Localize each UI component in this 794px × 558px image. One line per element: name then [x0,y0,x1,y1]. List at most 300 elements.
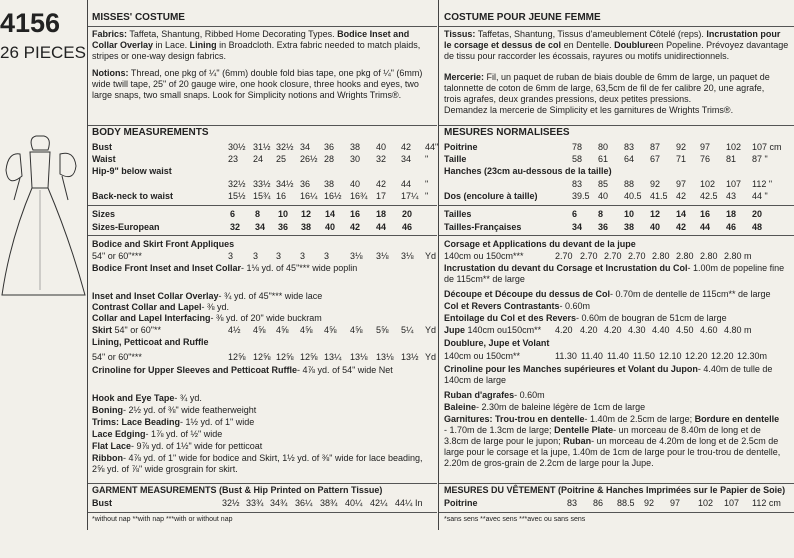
vet-poitrine-cell: 88.5 [617,498,635,508]
baleine-fr [444,402,645,413]
mercerie-line2: talonnette de coton de 6mm de large, 63,5cm de fil de fer calibre 20, une agrafe, [444,83,765,93]
tailles-fr-cell: 46 [726,222,737,232]
entoilage-rest: - 0.60m de bougran de 51cm de large [576,313,727,323]
hip-cell: 42 [376,179,387,189]
jupe-cell: 4.40 [652,325,670,335]
hook-tape-rest: - ¾ yd. [174,393,202,403]
sizes-eu-cell: 42 [350,222,361,232]
col-rest: - 0.60m [559,301,591,311]
tissus-line2-rest: en Popeline. Prévoyez davantage [653,40,789,50]
bust-cell: 38 [350,142,361,152]
hanches-cell: 107 [726,179,742,189]
sizes-eu-cell: 44 [376,222,387,232]
lining-cell: 12⅝ [253,352,271,362]
sizes-eu-cell: 32 [230,222,241,232]
fabrics-line2: in Lace. [155,40,188,50]
pieces-count: 26 PIECES [0,43,86,62]
title-rule-fr [439,26,794,27]
vetement-title: MESURES DU VÊTEMENT (Poitrine & Hanches Imprimées sur le Papier de Soie) [444,485,786,495]
waist-cell: 28 [324,154,335,164]
flat-lace-rest: - 9⅞ yd. of 1½" wide for petticoat [131,441,263,451]
dos-cell: 42.5 [700,191,718,201]
front-inset-en [92,263,357,274]
corsage-cell: 2.80 [700,251,718,261]
garnitures-label: Garnitures: Trou-trou en dentelle [444,414,585,424]
hanches-cell: 85 [598,179,609,189]
lace-edging-label: Lace Edging [92,429,146,439]
vet-poitrine-cell: 83 [567,498,578,508]
bust-cell: 40 [376,142,387,152]
garment-bust-label: Bust [92,498,112,508]
ruban-agrafes-label: Ruban d'agrafes [444,390,515,400]
incrust-fr [444,263,784,285]
fabrics-en [92,29,420,62]
vetement-rule-top-fr [439,483,794,484]
tailles-cell: 16 [700,209,711,219]
bodice-skirt-cell: 3⅛ [401,251,414,261]
taille-cell: 71 [676,154,687,164]
bust-cell: 32½ [276,142,294,152]
bodice-skirt-cell: 3 [253,251,259,261]
poitrine-cell: 87 [650,142,661,152]
bust-cell: 31½ [253,142,271,152]
corsage-cell: 2.80 [676,251,694,261]
taille-cell: 87 " [752,154,768,164]
notions-line3: large snaps, two small snaps. Look for Simplicity notions and Wrights Trims®. [92,90,402,100]
back-cell: 16¾ [350,191,368,201]
taille-cell: 64 [624,154,635,164]
jupe-cell: 4.20 [555,325,573,335]
mercerie-fr [444,72,770,116]
doublure-cell: 11.40 [607,351,629,361]
garment-bust-cell: 32½ [222,498,240,508]
dos-cell: 43 [726,191,737,201]
boning-rest: - 2½ yd. of ⅜" wide featherweight [123,405,257,415]
contrast-label: Contrast Collar and Lapel [92,302,202,312]
tailles-fr-cell: 34 [572,222,583,232]
baleine-label: Baleine [444,402,477,412]
back-cell: 17¼ [401,191,419,201]
sizes-eu-cell: 36 [278,222,289,232]
garn-line2: - 1.70m de 1.3cm de large; [444,425,552,435]
front-inset-rest: - 1⅛ yd. of 45"*** wide poplin [241,263,358,273]
boning-en [92,405,256,416]
inset-overlay-en [92,291,322,302]
crinoline-fr [444,364,772,386]
waist-cell: 32 [376,154,387,164]
col-label: Col et Revers Contrastants [444,301,560,311]
skirt-width: 54" or 60"** [114,325,161,335]
jupe-cell: 4.20 [580,325,598,335]
bordure-label: Bordure en dentelle [694,414,780,424]
lining-cell: 13⅛ [350,352,368,362]
hook-tape-label: Hook and Eye Tape [92,393,175,403]
ruban-agrafes-rest: - 0.60m [514,390,545,400]
lining-cell: 13½ [401,352,419,362]
doublure-cell: 12.20 [711,351,734,361]
sizes-cell: 10 [278,209,289,219]
ruban-label: Ruban [563,436,592,446]
decoupe-rest: - 0.70m de dentelle de 115cm** de large [610,289,771,299]
trims-beading-rest: - 1½ yd. of 1" wide [180,417,255,427]
interfacing-label: Collar and Lapel Interfacing [92,313,211,323]
back-cell: 16¼ [300,191,318,201]
bodice-skirt-cell: 3 [228,251,234,261]
incrust-line2: de 115cm** de large [444,274,525,284]
corsage-label: Corsage et Applications du devant de la jupe [444,239,636,249]
waist-cell: 25 [276,154,287,164]
fabrics-lining: Lining [189,40,217,50]
garment-bust-cell: 40¼ [345,498,363,508]
tailles-cell: 12 [650,209,661,219]
boning-label: Boning [92,405,123,415]
lining-cell: 12⅝ [300,352,318,362]
tissus-corsage: le corsage et dessus de col [444,40,562,50]
bust-cell: 44" [425,142,439,152]
bodice-skirt-width: 54" or 60"*** [92,251,142,261]
garn-line3-rest: - un morceau de 4.20m de long et de 2.5cm de [591,436,779,446]
taille-cell: 58 [572,154,583,164]
garment-bust-cell: 38¾ [320,498,338,508]
bodice-skirt-cell: 3⅛ [350,251,363,261]
doublure-cell: 11.50 [633,351,655,361]
poitrine-cell: 80 [598,142,609,152]
garment-title: GARMENT MEASUREMENTS (Bust & Hip Printed on Pattern Tissue) [92,485,383,495]
contrast-rest: - ⅜ yd. [201,302,230,312]
hip-cell: 38 [324,179,335,189]
bodice-skirt-cell: 3 [300,251,306,261]
poitrine-cell: 92 [676,142,687,152]
bodice-skirt-cell: 3 [324,251,330,261]
hanches-cell: 88 [624,179,635,189]
corsage-cell: 2.80 m [724,251,752,261]
dos-cell: 44 " [752,191,768,201]
title-rule-en [88,26,437,27]
corsage-cell: 2.70 [580,251,598,261]
sizes-cell: 6 [230,209,236,219]
incrust-label: Incrustation du devant du Corsage et Incrustation du Col [444,263,688,273]
mercerie-line4: Demandez la mercerie de Simplicity et les garnitures de Wrights Trims®. [444,105,734,115]
waist-cell: 26½ [300,154,318,164]
body-rule-en [88,125,437,126]
dos-cell: 41.5 [650,191,668,201]
sizes-cell: 20 [402,209,413,219]
sizes-cell: 16 [350,209,361,219]
vet-poitrine-cell: 86 [593,498,604,508]
sizes-eu-cell: 34 [255,222,266,232]
vet-poitrine-cell: 97 [670,498,681,508]
corsage-cell: 2.70 [555,251,573,261]
sizes-eu-cell: 40 [325,222,336,232]
interfacing-rest: - ⅜ yd. of 20" wide buckram [210,313,322,323]
taille-cell: 81 [726,154,737,164]
vet-poitrine-cell: 102 [698,498,714,508]
bust-cell: 42 [401,142,412,152]
tailles-cell: 6 [572,209,578,219]
interfacing-en [92,313,322,324]
mercerie-label: Mercerie: [444,72,485,82]
tailles-fr-cell: 42 [676,222,687,232]
garn-line2-rest: - un morceau de 8.40m de long et de [613,425,761,435]
vet-poitrine-cell: 92 [644,498,655,508]
doublure-cell: 11.30 [555,351,577,361]
tailles-fr-cell: 36 [598,222,609,232]
jupe-width: 140cm ou150cm** [467,325,542,335]
sizes-rule-en [88,205,437,206]
doublure-width: 140cm ou 150cm** [444,351,521,361]
waist-cell: " [425,154,429,164]
fabrics-line1: Taffeta, Shantung, Ribbed Home Decorating Types. [129,29,335,39]
mesures-title: MESURES NORMALISEES [444,127,570,138]
garn-line3: 3.8cm de large pour le jupon; [444,436,561,446]
tailles-cell: 18 [726,209,737,219]
poitrine-cell: 97 [700,142,711,152]
waist-label: Waist [92,154,116,164]
skirt-cell: Yd [425,325,437,335]
ribbon-rest: - 4⅞ yd. of 1" wide for bodice and Skirt, 1½ yd. of ⅜" wide for lace beading, [123,453,423,463]
doublure-cell: 12.10 [659,351,682,361]
dress-illustration [0,130,95,310]
dos-cell: 39.5 [572,191,590,201]
tailles-cell: 14 [676,209,687,219]
skirt-cell: 4½ [228,325,241,335]
bust-cell: 30½ [228,142,246,152]
hip-label: Hip-9" below waist [92,166,172,176]
hip-cell: 36 [300,179,311,189]
sizes-cell: 18 [376,209,387,219]
hip-cell: " [425,179,429,189]
garment-rule-bottom-en [88,512,437,513]
garnitures-rest: - 1.40m de 2.5cm de large; [584,414,693,424]
vetement-rule-bottom-fr [439,512,794,513]
poitrine-cell: 83 [624,142,635,152]
jupe-cell: 4.50 [676,325,694,335]
skirt-cell: 4⅝ [350,325,363,335]
mesures-rule-fr [439,125,794,126]
crinoline-rest: - 4⅞ yd. of 54" wide Net [297,365,393,375]
hip-cell: 33½ [253,179,271,189]
jupe-cell: 4.20 [604,325,622,335]
back-label: Back-neck to waist [92,191,174,201]
tailles-fr-cell: 38 [624,222,635,232]
vet-poitrine-label: Poitrine [444,498,478,508]
left-border [87,0,88,530]
decoupe-fr [444,289,770,300]
tailles-cell: 10 [624,209,635,219]
fabrics-line3: stripes or one-way design fabrics. [92,51,227,61]
sizes-cell: 12 [301,209,312,219]
poitrine-cell: 107 cm [752,142,782,152]
tailles-fr-label: Tailles-Françaises [444,222,522,232]
hook-tape-en [92,393,202,404]
bust-label: Bust [92,142,112,152]
tissus-line3: de tissu pour raccorder les écossais, rayures ou motifs unidirectionnels. [444,51,730,61]
bodice-skirt-cell: 3⅛ [376,251,389,261]
sizes-eu-cell: 38 [301,222,312,232]
fabrics-collar: Collar Overlay [92,40,154,50]
fabrics-label: Fabrics: [92,29,128,39]
ribbon-label: Ribbon [92,453,123,463]
tissus-label: Tissus: [444,29,476,39]
jupe-cell: 4.80 m [724,325,752,335]
ribbon-line2: 2⅝ yd. of ⅞" wide grosgrain for skirt. [92,464,238,474]
lining-label: Lining, Petticoat and Ruffle [92,337,209,347]
notions-en [92,68,422,101]
col-fr [444,301,590,312]
dos-label: Dos (encolure à taille) [444,191,538,201]
tailles-fr-cell: 44 [700,222,711,232]
entoilage-label: Entoilage du Col et des Revers [444,313,577,323]
mercerie-line1: Fil, un paquet de ruban de biais double de 6mm de large, un paquet de [486,72,770,82]
bodice-skirt-cell: Yd [425,251,437,261]
bodice-skirt-label: Bodice and Skirt Front Appliques [92,239,235,249]
waist-cell: 30 [350,154,361,164]
notions-line2: wide twill tape, 25" of 20 gauge wire, one hook closure, three hooks and eyes, two [92,79,419,89]
jupe-fr [444,325,541,336]
garment-bust-cell: 44¼ In [395,498,423,508]
dos-cell: 42 [676,191,687,201]
hanches-cell: 97 [676,179,687,189]
poitrine-cell: 78 [572,142,583,152]
lining-cell: 13⅛ [376,352,394,362]
back-cell: 16½ [324,191,342,201]
tailles-fr-cell: 40 [650,222,661,232]
back-cell: 15¾ [253,191,271,201]
skirt-cell: 5⅝ [376,325,389,335]
notions-line1: Thread, one pkg of ¼" (6mm) double fold bias tape, one pkg of ¼" (6mm) [130,68,423,78]
footnote-fr: *sans sens **avec sens ***avec ou sans sens [444,516,586,523]
lining-cell: Yd [425,352,437,362]
decoupe-label: Découpe et Découpe du dessus de Col [444,289,611,299]
yardage-rule-en [88,235,437,236]
back-cell: " [425,191,429,201]
lining-cell: 12⅝ [228,352,246,362]
notions-label: Notions: [92,68,129,78]
taille-label: Taille [444,154,467,164]
corsage-width: 140cm ou 150cm*** [444,251,524,261]
skirt-cell: 4⅝ [253,325,266,335]
tissus-line2: en Dentelle. [563,40,612,50]
hip-cell: 44 [401,179,412,189]
tissus-doublure: Doublure [614,40,654,50]
dos-cell: 40 [598,191,609,201]
corsage-cell: 2.70 [604,251,622,261]
bodice-skirt-cell: 3 [276,251,282,261]
front-inset-label: Bodice Front Inset and Inset Collar [92,263,242,273]
vet-poitrine-cell: 112 cm [752,498,781,508]
hip-cell: 34½ [276,179,294,189]
lace-edging-en [92,429,222,440]
baleine-rest: - 2.30m de baleine légère de 1cm de large [476,402,646,412]
garn-line4: large pour le corsage et la jupe, 1.40m de 1cm de large pour le trou-trou de dentelle, [444,447,781,457]
sizes-cell: 8 [255,209,261,219]
back-cell: 17 [376,191,387,201]
hanches-cell: 83 [572,179,583,189]
crinoline-label: Crinoline for Upper Sleeves and Petticoat Ruffle [92,365,298,375]
bust-cell: 34 [300,142,311,152]
tailles-rule-fr [439,205,794,206]
doublure-cell: 11.40 [581,351,603,361]
doublure-cell: 12.20 [685,351,708,361]
skirt-cell: 4⅝ [276,325,289,335]
lining-cell: 12⅝ [276,352,294,362]
contrast-en [92,302,229,313]
pattern-number: 4156 [0,8,61,38]
tailles-label: Tailles [444,209,472,219]
inset-overlay-label: Inset and Inset Collar Overlay [92,291,219,301]
tailles-cell: 20 [752,209,763,219]
skirt-cell: 5¼ [401,325,414,335]
hanches-label: Hanches (23cm au-dessous de la taille) [444,166,612,176]
poitrine-cell: 102 [726,142,742,152]
tailles-fr-cell: 48 [752,222,763,232]
jupe-cell: 4.30 [628,325,646,335]
fabrics-line2-rest: in Broadcloth. Extra fabric needed to match plaids, [219,40,421,50]
garnitures-fr [444,414,780,469]
jupe-label: Jupe [444,325,466,335]
footnote-en: *without nap **with nap ***with or without nap [92,516,233,523]
crinoline-fr-line2: 140cm de large [444,375,507,385]
skirt-cell: 4⅝ [324,325,337,335]
bust-cell: 36 [324,142,335,152]
garment-rule-top-en [88,483,437,484]
mercerie-line3: trois agrafes, deux grandes pressions, deux petites pressions. [444,94,692,104]
skirt-label: Skirt [92,325,113,335]
skirt-en [92,325,161,336]
tailles-cell: 8 [598,209,604,219]
lining-cell: 13¼ [324,352,342,362]
column-divider [438,0,439,530]
sizes-eu-cell: 46 [402,222,413,232]
hanches-cell: 112 " [752,179,773,189]
back-cell: 16 [276,191,287,201]
title-en: MISSES' COSTUME [92,12,185,23]
poitrine-label: Poitrine [444,142,478,152]
waist-cell: 34 [401,154,412,164]
jupe-cell: 4.60 [700,325,718,335]
hanches-cell: 92 [650,179,661,189]
sizes-label: Sizes [92,209,116,219]
entoilage-fr [444,313,727,324]
garment-bust-cell: 42¼ [370,498,388,508]
body-measurements-title: BODY MEASUREMENTS [92,127,209,138]
hanches-cell: 102 [700,179,716,189]
ruban-agrafes-fr [444,390,545,401]
dentelle-plate-label: Dentelle Plate [554,425,614,435]
sizes-cell: 14 [325,209,336,219]
flat-lace-label: Flat Lace [92,441,132,451]
doublure-cell: 12.30m [737,351,768,361]
ribbon-en [92,453,423,475]
dos-cell: 40.5 [624,191,642,201]
trims-beading-label: Trims: Lace Beading [92,417,181,427]
tissus-line1: Taffetas, Shantung, Tissus d'ameublement Côtelé (reps). [477,29,704,39]
garment-bust-cell: 33¾ [246,498,264,508]
taille-cell: 76 [700,154,711,164]
hip-cell: 40 [350,179,361,189]
trims-en [92,417,254,428]
doublure-label: Doublure, Jupe et Volant [444,338,550,348]
incrust-rest: - 1.00m de popeline fine [687,263,785,273]
crinoline-fr-label: Crinoline pour les Manches supérieures et Volant du Jupon [444,364,698,374]
waist-cell: 24 [253,154,264,164]
skirt-cell: 4⅝ [300,325,313,335]
waist-cell: 23 [228,154,239,164]
lace-edging-rest: - 1⅞ yd. of ½" wide [145,429,223,439]
metrage-rule-fr [439,235,794,236]
back-cell: 15½ [228,191,246,201]
crinoline-en [92,365,393,376]
